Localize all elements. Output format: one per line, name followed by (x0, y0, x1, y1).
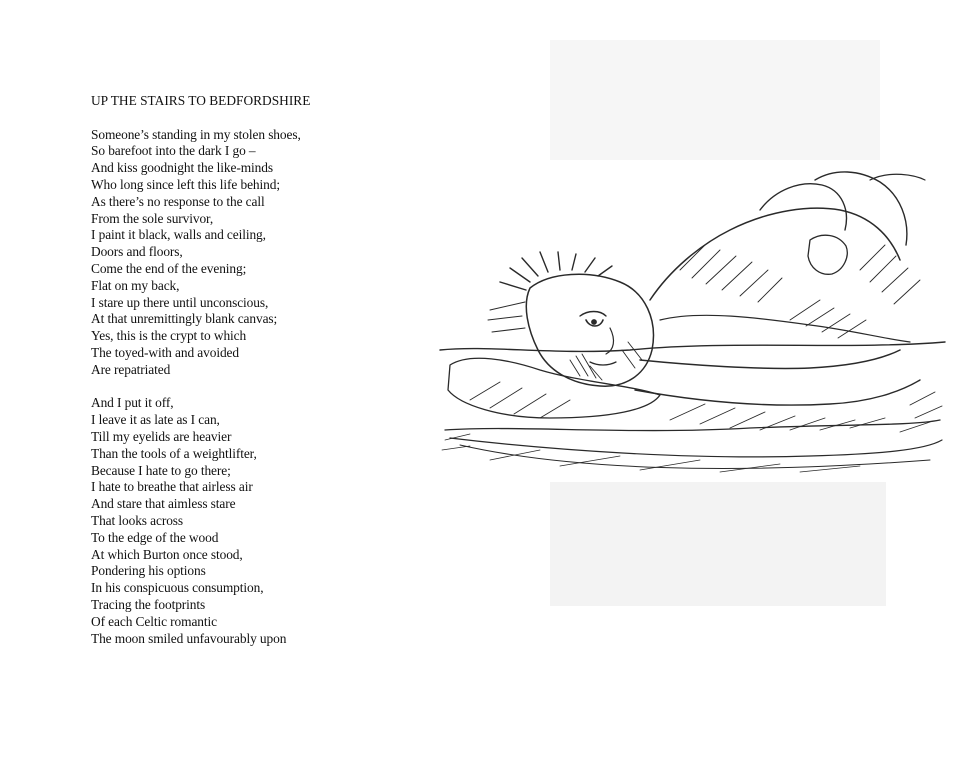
sketch-drawing (430, 20, 960, 620)
sketch-strokes (440, 172, 945, 472)
poem-line: I leave it as late as I can, (91, 412, 220, 428)
poem-line: At that unremittingly blank canvas; (91, 311, 278, 327)
poem-line: I stare up there until unconscious, (91, 294, 269, 310)
background-shade (550, 482, 886, 606)
poem-line: In his conspicuous consumption, (91, 580, 264, 596)
poem-line: From the sole survivor, (91, 210, 214, 226)
poem-line: Than the tools of a weightlifter, (91, 445, 257, 461)
poem-line: Doors and floors, (91, 244, 183, 260)
poem-line: I paint it black, walls and ceiling, (91, 227, 266, 243)
poem-line: Are repatriated (91, 361, 171, 377)
poem-line: Come the end of the evening; (91, 260, 247, 276)
poem-line: Someone’s standing in my stolen shoes, (91, 126, 301, 142)
poem-title: UP THE STAIRS TO BEDFORDSHIRE (91, 93, 311, 108)
poem-line: Tracing the footprints (91, 596, 206, 612)
poem-line: So barefoot into the dark I go – (91, 143, 256, 159)
poem-line: At which Burton once stood, (91, 546, 243, 562)
poem-line: Pondering his options (91, 563, 206, 579)
poem-line: As there’s no response to the call (91, 193, 265, 209)
poem-line: Yes, this is the crypt to which (91, 328, 247, 344)
poem-line: And I put it off, (91, 395, 174, 411)
poem-line: And stare that aimless stare (91, 496, 236, 512)
poem-line: I hate to breathe that airless air (91, 479, 253, 495)
stanza-2 (91, 395, 421, 647)
poem (91, 93, 421, 664)
poem-line: Of each Celtic romantic (91, 613, 217, 629)
sleeping-man-illustration (430, 20, 960, 620)
background-shade (550, 40, 880, 160)
poem-line: Because I hate to go there; (91, 462, 231, 478)
poem-line: Flat on my back, (91, 277, 180, 293)
poem-line: The moon smiled unfavourably upon (91, 630, 287, 646)
stanza-1 (91, 127, 421, 379)
poem-line: And kiss goodnight the like-minds (91, 160, 273, 176)
poem-line: Who long since left this life behind; (91, 176, 280, 192)
poem-line: Till my eyelids are heavier (91, 428, 232, 444)
poem-line: To the edge of the wood (91, 529, 219, 545)
poem-line: That looks across (91, 512, 184, 528)
poem-line: The toyed-with and avoided (91, 344, 239, 360)
